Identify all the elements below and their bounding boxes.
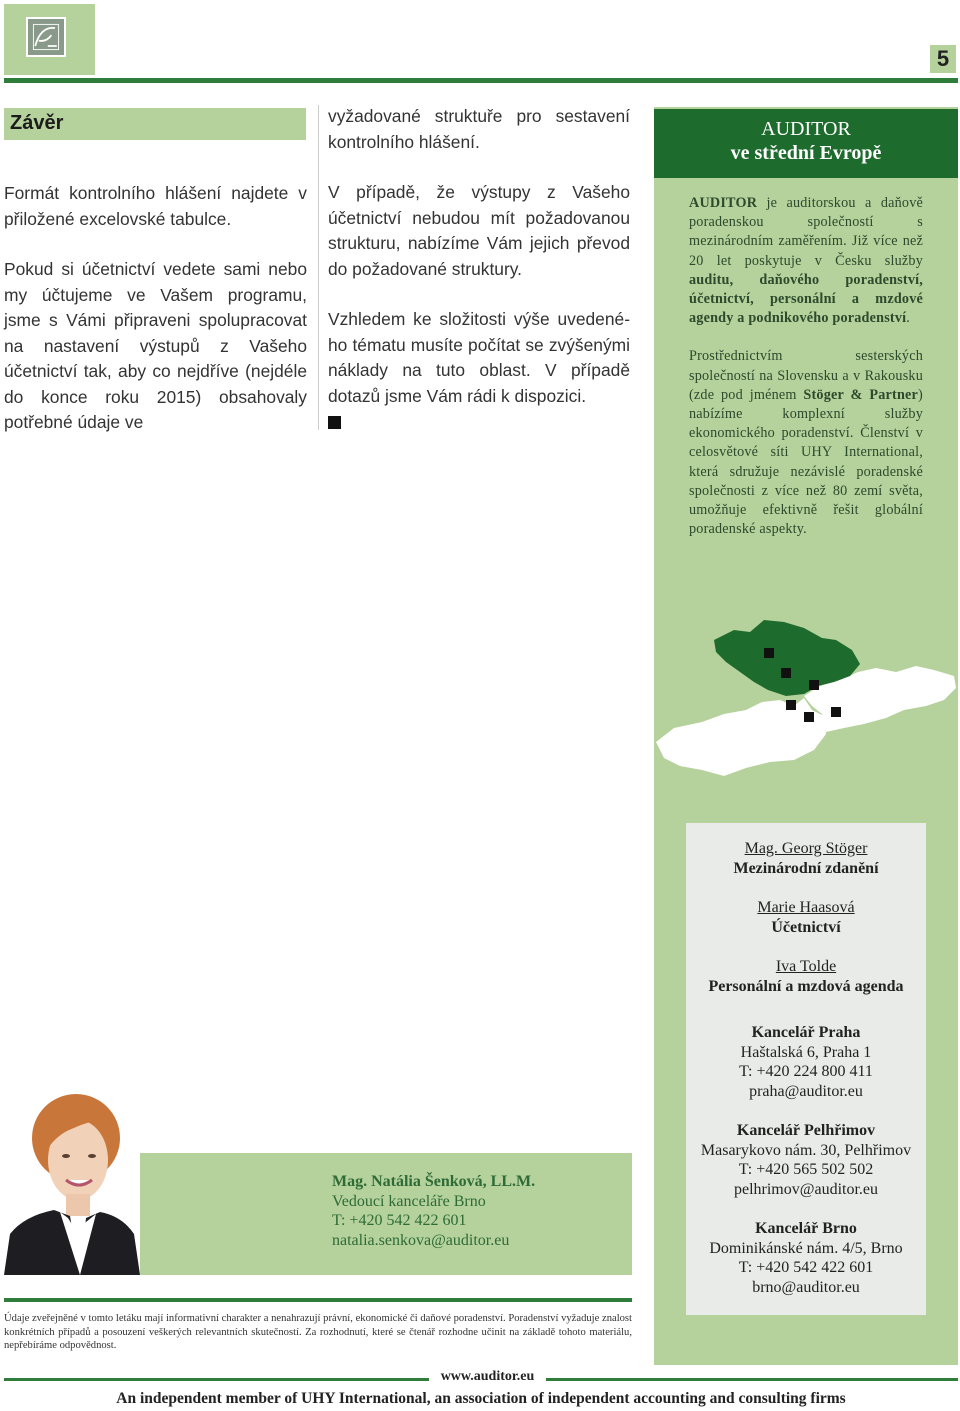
disclaimer-text: Údaje zveřejněné v tomto letáku mají informativní charakter a nenahrazují právní, ekonomické či daňové poradenství. Poradenství vyžaduje znalost konkrétních případů a posouzení veškerých relevantních skutečností. Za rozhodnutí, které se čtenář rozhodne učinit na základě tohoto materiálu, nepřebíráme odpovědnost. (4, 1313, 632, 1351)
paragraph: Formát kontrolního hlášení najdete v přiložené excelovské tabulce. (4, 183, 307, 229)
map-marker (809, 680, 819, 690)
paragraph: Pokud si účetnictví vedete sami nebo my účtujeme ve Vašem programu, jsme s Vámi připraveni spolupracovat na nastavení výstupů z Vašeho účetnictví tak, aby co nejdříve (nejdéle do konce roku 2015) obsahovaly potřebné údaje ve (4, 259, 307, 432)
office-title: Kancelář Praha (751, 1024, 861, 1041)
auditor-subtitle: ve střední Evropě (730, 142, 882, 164)
auditor-services: auditu, daňového poradenství, účetnictví, personální a mzdové agendy a podnikového poradenství (689, 271, 923, 327)
contact-role: Mezinárodní zdanění (733, 859, 879, 877)
person-phone: T: +420 542 422 601 (332, 1212, 467, 1229)
office-address: Haštalská 6, Praha 1 (740, 1043, 872, 1061)
map-marker (831, 707, 841, 717)
contact-name[interactable]: Marie Haasová (757, 899, 855, 916)
person-info (332, 1172, 535, 1250)
auditor-text: je auditorskou a daňově poradenskou společností s mezinárodním zaměřením. Již více než 20 let poskytuje v Česku služby (689, 195, 923, 269)
auditor-title: AUDITOR (761, 118, 851, 140)
office-email[interactable]: praha@auditor.eu (749, 1082, 863, 1100)
office-email[interactable]: pelhrimov@auditor.eu (733, 1180, 879, 1198)
section-title: Závěr (4, 108, 306, 140)
office-block (686, 1121, 926, 1199)
office-title: Kancelář Brno (755, 1220, 857, 1237)
contact-role: Personální a mzdová agenda (708, 977, 904, 995)
auditor-text: Prostřednictvím sesterských společností na Slovensku a v Rakousku (zde pod jménem (689, 348, 923, 403)
paragraph: vyžadované struktuře pro sestavení kontrolního hlášení. (328, 106, 630, 152)
contact-person (686, 839, 926, 878)
person-photo (4, 1094, 140, 1275)
auditor-description (689, 194, 923, 558)
office-phone: T: +420 542 422 601 (738, 1259, 874, 1276)
middle-column (328, 104, 630, 437)
office-email[interactable]: brno@auditor.eu (752, 1278, 860, 1296)
auditor-logo-icon (26, 17, 66, 57)
footer-url[interactable]: www.auditor.eu (440, 1369, 535, 1384)
auditor-paragraph (689, 347, 923, 539)
office-address: Dominikánské nám. 4/5, Brno (709, 1239, 903, 1257)
map-marker (781, 668, 791, 678)
central-europe-map (654, 610, 958, 790)
map-marker (804, 712, 814, 722)
office-title: Kancelář Pelhřimov (736, 1122, 876, 1139)
contact-name[interactable]: Mag. Georg Stöger (744, 840, 868, 857)
contacts-box (686, 823, 926, 1315)
column-divider (318, 105, 319, 430)
map-austria (656, 698, 826, 776)
end-mark-icon (328, 416, 341, 429)
brand-name: Stöger & Partner (803, 386, 919, 403)
auditor-heading (654, 109, 958, 178)
header-rule (4, 78, 958, 83)
paragraph: Vzhledem ke složitosti výše uvedené-ho tématu musíte počítat se zvýšenými náklady na tuto oblast. V případě dotazů jsme Vám rádi k dispozici. (328, 309, 630, 406)
auditor-text-end: . (906, 310, 911, 327)
auditor-paragraph (689, 194, 923, 328)
auditor-lead: AUDITOR (689, 195, 758, 211)
map-marker (764, 648, 774, 658)
page-number: 5 (930, 45, 956, 73)
contact-person (686, 898, 926, 937)
person-role: Vedoucí kanceláře Brno (332, 1192, 486, 1210)
contact-name[interactable]: Iva Tolde (775, 958, 837, 975)
office-block (686, 1023, 926, 1101)
paragraph: V případě, že výstupy z Vašeho účetnictví nebudou mít požadovanou strukturu, nabízíme Vám jejich převod do požadované struktury. (328, 182, 630, 279)
disclaimer-rule (4, 1298, 632, 1302)
office-address: Masarykovo nám. 30, Pelhřimov (700, 1141, 912, 1159)
person-email[interactable]: natalia.senkova@auditor.eu (332, 1231, 510, 1249)
office-phone: T: +420 565 502 502 (738, 1161, 874, 1178)
footer-tagline: An independent member of UHY International, an association of independent accounting and consulting firms (116, 1390, 846, 1407)
auditor-text: ) nabízíme komplexní služby ekonomického poradenství. Členství v celosvětové síti UHY International, která sdružuje nezávislé poradenské společnosti z více než 80 zemí světa, umožňuje efektivně řešit globální poradenské aspekty. (689, 386, 923, 538)
map-marker (786, 700, 796, 710)
left-column (4, 181, 307, 461)
contact-person (686, 957, 926, 996)
footer-rule (4, 1378, 429, 1381)
footer-rule (546, 1378, 958, 1381)
office-block (686, 1219, 926, 1297)
contact-role: Účetnictví (771, 918, 841, 936)
person-name: Mag. Natália Šenková, LL.M. (332, 1173, 536, 1190)
office-phone: T: +420 224 800 411 (739, 1063, 873, 1080)
